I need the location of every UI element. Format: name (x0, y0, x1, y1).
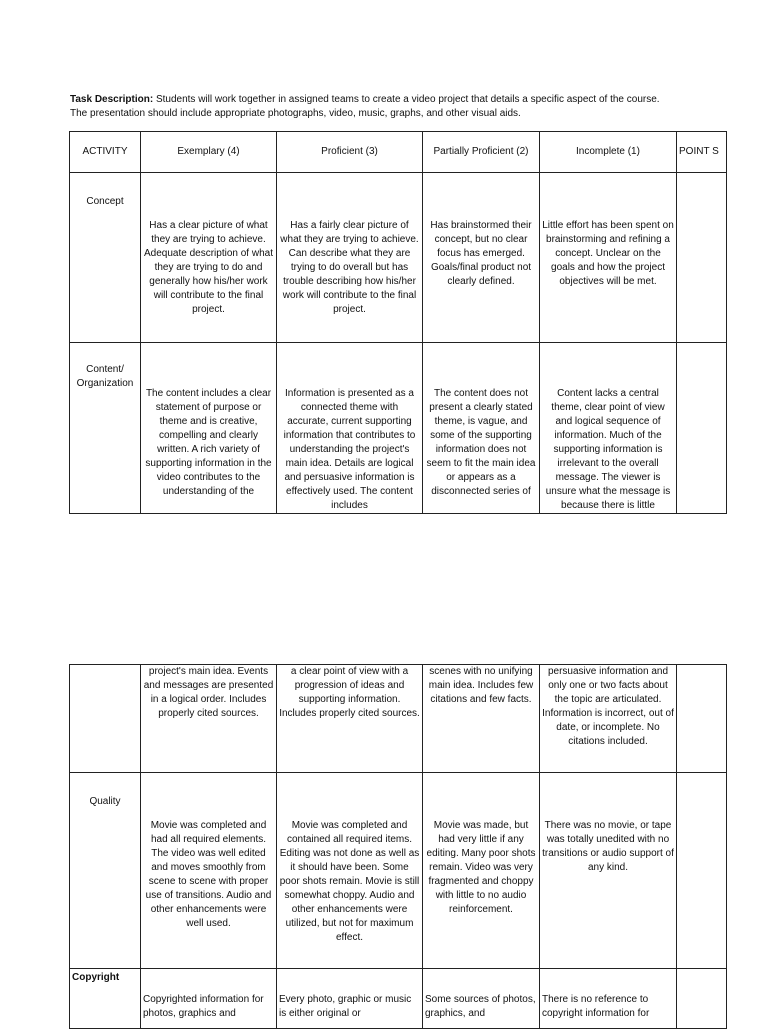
task-description (70, 93, 670, 121)
activity-copyright: Copyright (70, 969, 141, 1029)
header-row (70, 132, 727, 173)
header-exemplary: Exemplary (4) (141, 132, 277, 173)
row-quality (70, 773, 727, 969)
content-proficient (277, 343, 423, 514)
content-proficient-text: Information is presented as a connected theme with accurate, current supporting information that contributes to understanding the project's main idea. Details are logical and persuasive information is effectively used. The content includes (283, 388, 416, 511)
copyright-proficient: Every photo, graphic or music is either original or (277, 969, 423, 1029)
copyright-points (677, 969, 727, 1029)
content-cont-proficient: a clear point of view with a progression of ideas and supporting information. Includes properly cited sources. (277, 665, 423, 773)
task-label: Task Description: (70, 94, 154, 105)
content-cont-points (677, 665, 727, 773)
task-text: Students will work together in assigned teams to create a video project that details a specific aspect of the course. The presentation should include appropriate photographs, video, music, graphs, and other visual aids. (70, 94, 660, 119)
content-cont-exemplary: project's main idea. Events and messages are presented in a logical order. Includes properly cited sources. (141, 665, 277, 773)
row-copyright (70, 969, 727, 1029)
copyright-partial: Some sources of photos, graphics, and (423, 969, 540, 1029)
content-partial-text: The content does not present a clearly stated theme, is vague, and some of the supporting information does not seem to fit the main idea or appears as a disconnected series of (426, 388, 536, 497)
quality-exemplary: Movie was completed and had all required elements. The video was well edited and moves smoothly from scene to scene with proper use of transitions. Audio and other enhancements were well used. (141, 773, 277, 969)
concept-proficient: Has a fairly clear picture of what they are trying to achieve. Can describe what they are trying to do overall but has trouble describing how his/her work will contribute to the final project. (277, 173, 423, 343)
quality-partial: Movie was made, but had very little if any editing. Many poor shots remain. Video was very fragmented and choppy with little to no audio reinforcement. (423, 773, 540, 969)
row-content (70, 343, 727, 514)
rubric-table-bottom (69, 664, 727, 1029)
quality-points (677, 773, 727, 969)
quality-proficient: Movie was completed and contained all required items. Editing was not done as well as it should have been. Some poor shots remain. Movie is still somewhat choppy. Audio and other enhancements were utilized, but not for maximum effect. (277, 773, 423, 969)
activity-quality: Quality (70, 773, 141, 969)
header-points: POINT S (677, 132, 727, 173)
concept-points (677, 173, 727, 343)
content-exemplary-text: The content includes a clear statement of purpose or theme and is creative, compelling and clearly written. A rich variety of supporting information in the video contributes to the understanding of the (145, 388, 272, 497)
content-incomplete (540, 343, 677, 514)
quality-incomplete: There was no movie, or tape was totally unedited with no transitions or audio support of any kind. (540, 773, 677, 969)
concept-incomplete: Little effort has been spent on brainstorming and refining a concept. Unclear on the goals and how the project objectives will be met. (540, 173, 677, 343)
copyright-incomplete: There is no reference to copyright information for (540, 969, 677, 1029)
activity-content: Content/ Organization (70, 343, 141, 514)
activity-content-cont (70, 665, 141, 773)
content-cont-partial: scenes with no unifying main idea. Includes few citations and few facts. (423, 665, 540, 773)
row-concept (70, 173, 727, 343)
content-points (677, 343, 727, 514)
concept-exemplary: Has a clear picture of what they are trying to achieve. Adequate description of what they are trying to do and generally how his/her work will contribute to the final project. (141, 173, 277, 343)
row-content-continued (70, 665, 727, 773)
content-cont-incomplete: persuasive information and only one or two facts about the topic are articulated. Information is incorrect, out of date, or incomplete. No citations included. (540, 665, 677, 773)
header-partially-proficient: Partially Proficient (2) (423, 132, 540, 173)
header-activity: ACTIVITY (70, 132, 141, 173)
header-proficient: Proficient (3) (277, 132, 423, 173)
content-exemplary (141, 343, 277, 514)
concept-partial: Has brainstormed their concept, but no clear focus has emerged. Goals/final product not clearly defined. (423, 173, 540, 343)
content-partial (423, 343, 540, 514)
activity-concept: Concept (70, 173, 141, 343)
copyright-exemplary: Copyrighted information for photos, graphics and (141, 969, 277, 1029)
content-incomplete-text: Content lacks a central theme, clear point of view and logical sequence of information. Much of the supporting information is irrelevant to the overall message. The viewer is unsure what the message is because there is little (545, 388, 671, 511)
rubric-table-top (69, 131, 727, 514)
header-incomplete: Incomplete (1) (540, 132, 677, 173)
